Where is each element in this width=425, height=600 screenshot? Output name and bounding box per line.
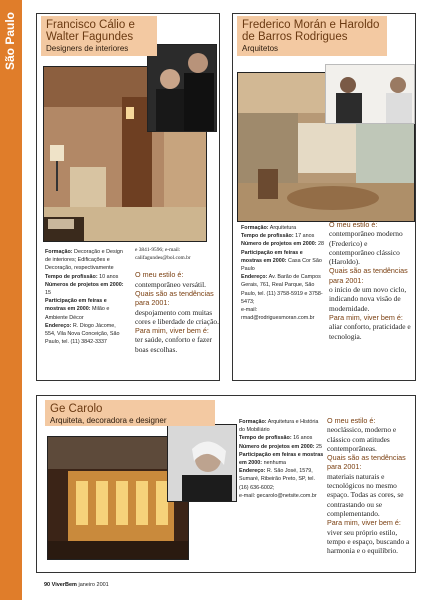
value-email: e-mail: rmad@rodriguesmoran.com.br: [241, 307, 315, 322]
value-email: e-mail: gecarolo@netsite.com.br: [239, 492, 317, 499]
question-viver-bem: Para mim, viver bem é:: [327, 518, 401, 528]
architect-names: [242, 19, 382, 43]
designers-portrait: [147, 44, 217, 132]
label-formacao: Formação:: [239, 419, 267, 425]
name-box: [45, 400, 215, 426]
contact-line: e 3841-9596; e-mail: califagundes@bol.com.br: [135, 247, 191, 262]
value-endereco: R. Diogo Jácome, 554, Vila Nova Conceição, São Paulo, tel. (11) 3842-3337: [45, 322, 120, 346]
answer-estilo: contemporâneo versátil.: [135, 279, 207, 289]
page-footer: [44, 582, 109, 588]
profile-card-moran-rodrigues: [232, 13, 416, 381]
architects-portrait: [325, 64, 415, 124]
answer-tendencias: o início de um novo ciclo, indicando nova visão de modernidade.: [329, 285, 407, 313]
label-endereco: Endereço:: [45, 322, 72, 329]
question-tendencias: Quais são as tendências para 2001:: [329, 266, 408, 285]
question-tendencias: Quais são as tendências para 2001:: [327, 453, 406, 472]
designer-name: [46, 19, 152, 43]
question-tendencias: Quais são as tendências para 2001:: [135, 289, 214, 308]
section-label: São Paulo: [3, 12, 17, 71]
name-line-2: de Barros Rodrigues: [242, 31, 348, 43]
label-feiras: Participação em feiras e mostras em 2000:: [241, 249, 303, 264]
label-formacao: Formação:: [45, 249, 73, 255]
answer-viver-bem: viver seu próprio estilo, tempo e espaço, buscando a harmonia e o equilíbrio.: [327, 527, 410, 556]
answer-estilo: contemporâneo moderno (Frederico) e contemporâneo clássico (Haroldo).: [329, 229, 403, 267]
profile-card-calio-fagundes: [36, 13, 220, 381]
value-feiras: Milão e Ambiente Décor: [45, 306, 110, 321]
credentials: [45, 248, 125, 346]
label-projetos: Número de projetos em 2000:: [241, 241, 317, 248]
answer-viver-bem: ter saúde, conforto e fazer boas escolhas.: [135, 335, 212, 354]
label-feiras: Participação em feiras e mostras em 2000:: [45, 298, 107, 313]
value-projetos: 28: [316, 241, 324, 248]
issue-date: janeiro 2001: [78, 582, 109, 588]
label-endereco: Endereço:: [241, 274, 268, 281]
question-viver-bem: Para mim, viver bem é:: [329, 312, 403, 322]
label-projetos: Números de projetos em 2000:: [45, 281, 124, 288]
credentials: [239, 418, 325, 500]
architect-role: Arquiteta, decoradora e designer: [50, 416, 167, 425]
label-formacao: Formação:: [241, 225, 269, 231]
name-box: [41, 16, 157, 56]
value-endereco: R. São José, 1579, Sumaré, Ribeirão Preto, SP, tel. (16) 636-6002;: [239, 468, 316, 491]
value-tempo: 10 anos: [97, 273, 119, 280]
label-projetos: Número de projetos em 2000:: [239, 443, 315, 450]
architect-role: Arquitetos: [242, 44, 279, 53]
label-tempo: Tempo de profissão:: [241, 233, 294, 240]
name-line-1: Frederico Morán e Haroldo: [242, 19, 380, 31]
value-tempo: 17 anos: [293, 233, 315, 240]
architect-portrait: [167, 424, 237, 502]
value-formacao: Decoração e Design de interiores; Edificações e Decoração, respectivamente: [45, 249, 123, 272]
question-estilo: O meu estilo é:: [329, 220, 378, 229]
credentials: [241, 224, 325, 322]
qa-block: [327, 416, 415, 555]
designer-role: Designers de interiores: [46, 44, 129, 53]
label-feiras: Participação em feiras e mostras em 2000:: [239, 451, 324, 467]
answer-viver-bem: aliar conforto, praticidade e tecnologia.: [329, 322, 411, 341]
label-endereco: Endereço:: [239, 468, 266, 475]
value-formacao: Arquitetura: [268, 225, 297, 231]
left-rail: [0, 0, 26, 600]
value-projetos: 15: [45, 290, 51, 297]
page-number: 90: [44, 582, 51, 588]
qa-block: [329, 220, 413, 341]
qa-block: [135, 246, 219, 354]
value-feiras: nenhuma: [262, 460, 287, 467]
label-tempo: Tempo de profissão:: [45, 273, 98, 280]
name-box: [237, 16, 387, 56]
question-viver-bem: Para mim, viver bem é:: [135, 326, 209, 336]
label-tempo: Tempo de profissão:: [239, 435, 292, 442]
magazine-name: ViverBem: [51, 582, 77, 588]
answer-tendencias: materiais naturais e tecnológicos no mesmo espaço. Todas as cores, se contrastando ou se complementando.: [327, 471, 404, 518]
profile-card-ge-carolo: [36, 395, 416, 573]
answer-tendencias: despojamento com muitas cores e liberdade de criação.: [135, 307, 219, 326]
question-estilo: O meu estilo é:: [135, 270, 184, 280]
name-line-2: Walter Fagundes: [46, 31, 134, 43]
value-projetos: 25: [314, 443, 322, 450]
value-formacao: Arquitetura e História do Mobiliário: [239, 419, 319, 434]
name-line-1: Francisco Cálio e: [46, 19, 135, 31]
value-endereco: Av. Barão de Campos Gerais, 761, Real Parque, São Paulo, tel. (11) 3758-5919 e 3758-5473;: [241, 274, 323, 305]
question-estilo: O meu estilo é:: [327, 416, 376, 425]
value-feiras: Casa Cor São Paulo: [241, 257, 322, 273]
architect-name: Ge Carolo: [50, 403, 103, 415]
value-tempo: 16 anos: [291, 435, 313, 442]
answer-estilo: neoclássico, moderno e clássico com atitudes contemporâneas.: [327, 425, 397, 453]
